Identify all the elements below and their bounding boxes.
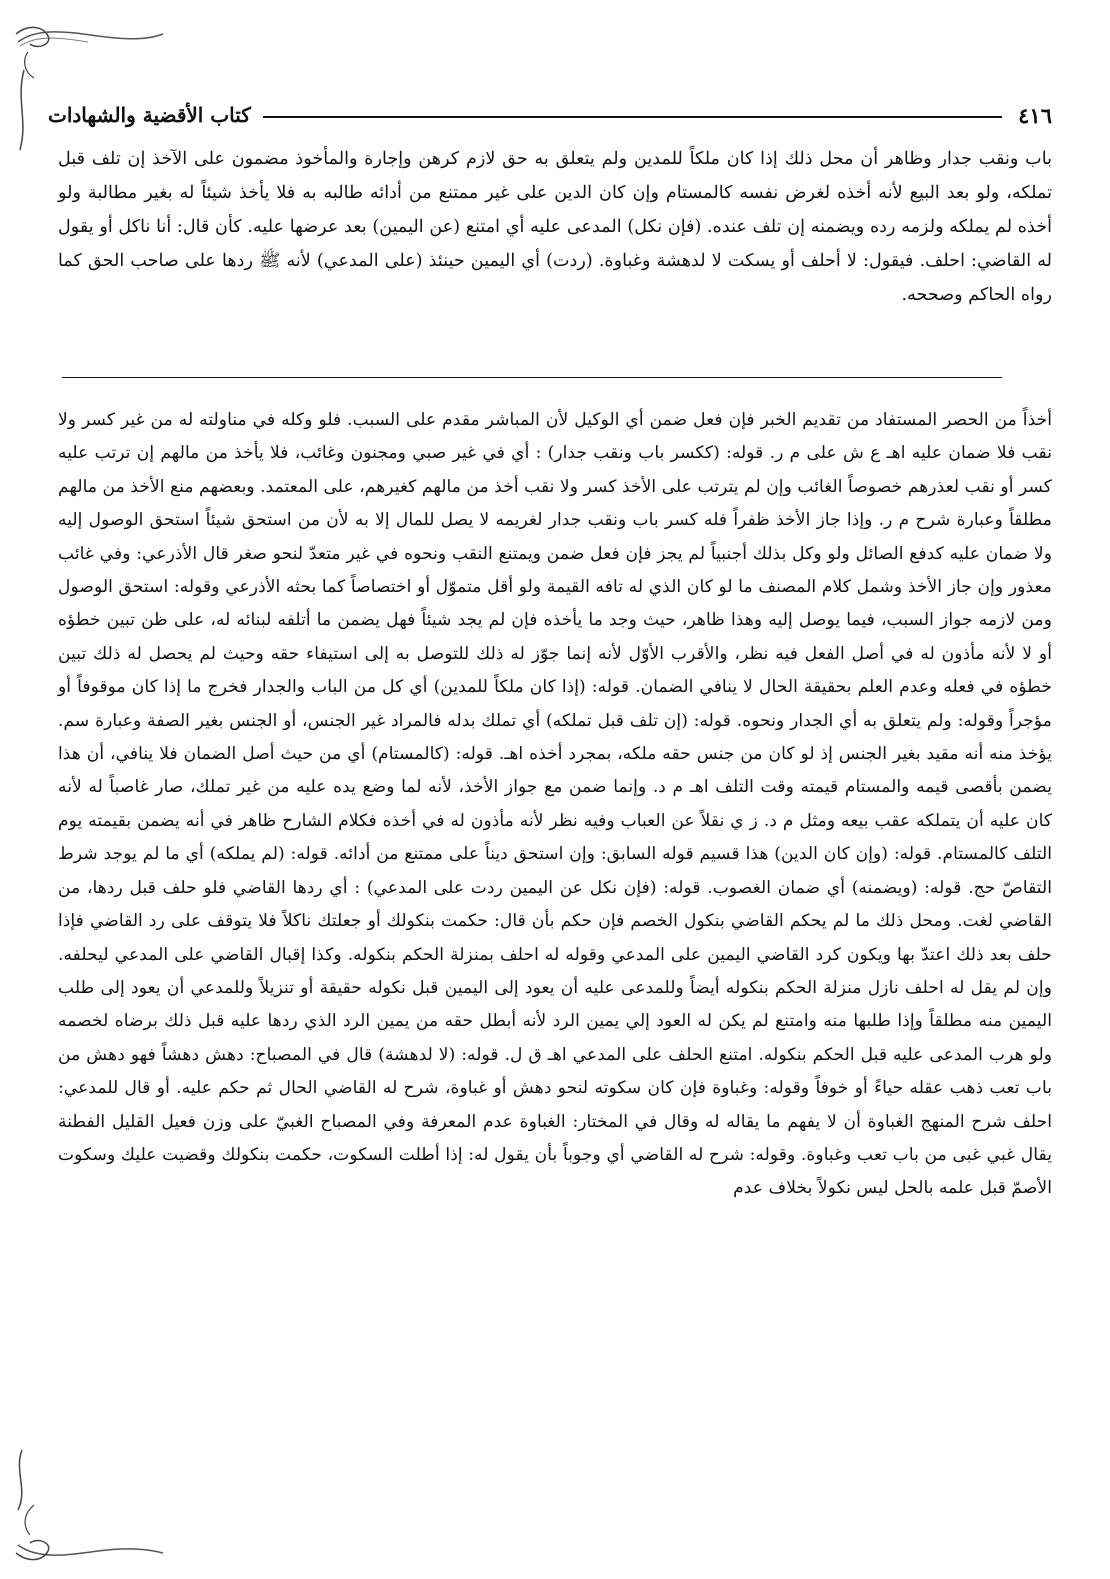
footnote-text bbox=[58, 404, 1052, 1206]
main-text bbox=[58, 142, 1052, 312]
book-title: كتاب الأقضية والشهادات bbox=[48, 103, 251, 127]
main-text-paragraph: باب ونقب جدار وظاهر أن محل ذلك إذا كان ملكاً للمدين ولم يتعلق به حق لازم كرهن وإجارة والمأخوذ مضمون على الآخذ إن تلف قبل تملكه، ولو بعد البيع لأنه أخذه لغرض نفسه كالمستام وإن كان الدين على غير ممتنع من أدائه طالبه به فلا يأخذ شيئاً له بغير مطالبة ولو أخذه لم يملكه ولزمه رده ويضمنه إن تلف عنده. (فإن نكل) المدعى عليه أي امتنع (عن اليمين) بعد عرضها عليه. كأن قال: أنا ناكل أو يقول له القاضي: احلف. فيقول: لا أحلف أو يسكت لا لدهشة وغباوة. (ردت) أي اليمين حينئذ (على المدعي) لأنه ﷺ ردها على صاحب الحق كما رواه الحاكم وصححه. bbox=[58, 149, 1052, 305]
header-rule bbox=[263, 116, 1002, 118]
footnote-paragraph: أخذاً من الحصر المستفاد من تقديم الخبر فإن فعل ضمن أي الوكيل لأن المباشر مقدم على السبب. فلو وكله في مناولته له من غير كسر ولا نقب فلا ضمان عليه اهـ ع ش على م ر. قوله: (ككسر باب ونقب جدار) : أي في غير صبي ومجنون وغائب، فلا يأخذ من مالهم إن ترتب عليه كسر أو نقب لعذرهم خصوصاً الغائب وإن لم يترتب على الأخذ كسر ولا نقب أخذ من مالهم كغيرهم، على المعتمد. وبعضهم منع الأخذ من مالهم مطلقاً وعبارة شرح م ر. وإذا جاز الأخذ ظفراً فله كسر باب ونقب جدار لغريمه لا يصل للمال إلا به لأن من استحق شيئاً استحق الوصول إليه ولا ضمان عليه كدفع الصائل ولو وكل بذلك أجنبياً لم يجز فإن فعل ضمن ويمتنع النقب ونحوه في غير متعدّ لنحو صغر قال الأذرعي: وفي غائب معذور وإن جاز الأخذ وشمل كلام المصنف ما لو كان الذي له تافه القيمة ولو أقل متموّل أو اختصاصاً كما بحثه الأذرعي وقوله: استحق الوصول ومن لازمه جواز السبب، فيما يوصل إليه وهذا ظاهر، حيث وجد ما يأخذه فإن لم يجد شيئاً فهل يضمن ما أتلفه لبنائه له، على ظن تبين خطؤه أو لا لأنه مأذون له في أصل الفعل فيه نظر، والأقرب الأوّل لأنه إنما جوّز له ذلك للتوصل به إلى استيفاء حقه وحيث لم يحصل له ذلك تبين خطؤه في فعله وعدم العلم بحقيقة الحال لا ينافي الضمان. قوله: (إذا كان ملكاً للمدين) أي كل من الباب والجدار فخرج ما إذا كان موقوفاً أو مؤجراً وقوله: ولم يتعلق به أي الجدار ونحوه. قوله: (إن تلف قبل تملكه) أي تملك بدله فالمراد غير الجنس، أو الجنس بغير الصفة وعبارة سم. يؤخذ منه أنه مقيد بغير الجنس إذ لو كان من جنس حقه ملكه، بمجرد أخذه اهـ. قوله: (كالمستام) أي من حيث أصل الضمان فلا ينافي، أن هذا يضمن بأقصى قيمه والمستام قيمته وقت التلف اهـ م د. وإنما ضمن مع جواز الأخذ، لأنه لما وضع يده عليه من غير تملك، صار غاصباً له لأنه كان عليه أن يتملكه عقب بيعه ومثل م د. ز ي نقلاً عن العباب وفيه نظر لأنه مأذون له في أخذه فكلام الشارح ظاهر في أنه يضمن بقيمته يوم التلف كالمستام. قوله: (وإن كان الدين) هذا قسيم قوله السابق: وإن استحق ديناً على ممتنع من أدائه. قوله: (لم يملكه) أي ما لم يوجد شرط التقاصّ حج. قوله: (ويضمنه) أي ضمان الغصوب. قوله: (فإن نكل عن اليمين ردت على المدعي) : أي ردها القاضي فلو حلف قبل ردها، من القاضي لغت. ومحل ذلك ما لم يحكم القاضي بنكول الخصم فإن حكم بأن قال: حكمت بنكولك أو جعلتك ناكلاً فلا يتوقف على رد القاضي فإذا حلف بعد ذلك اعتدّ بها ويكون كرد القاضي اليمين على المدعي وقوله له احلف بمنزلة الحكم بنكوله. وكذا إقبال القاضي على المدعي ليحلفه. وإن لم يقل له احلف نازل منزلة الحكم بنكوله أيضاً وللمدعى عليه أن يعود إلى اليمين قبل نكوله حقيقة أو تنزيلاً وللمدعي أن يعود إلى طلب اليمين منه مطلقاً وإذا طلبها منه وامتنع لم يكن له العود إلي يمين الرد لأنه أبطل حقه من يمين الرد الذي ردها عليه قبل ذلك برضاه لخصمه ولو هرب المدعى عليه قبل الحكم بنكوله. امتنع الحلف على المدعي اهـ ق ل. قوله: (لا لدهشة) قال في المصباح: دهش دهشاً فهو دهش من باب تعب ذهب عقله حياءً أو خوفاً وقوله: وغباوة فإن كان سكوته لنحو دهش أو غباوة، شرح له القاضي الحال ثم حكم عليه. أو قال للمدعي: احلف شرح المنهج الغباوة أن لا يفهم ما يقاله له وقال في المختار: الغباوة عدم المعرفة وفي المصباح الغبيّ على وزن فعيل القليل الفطنة يقال غبي غبى من باب تعب وغباوة. وقوله: شرح له القاضي أي وجوباً بأن يقول له: إذا أطلت السكوت، حكمت بنكولك وقضيت عليك وسكوت الأصمّ قبل علمه بالحل ليس نكولاً بخلاف عدم bbox=[58, 410, 1052, 1199]
page-number: ٤١٦ bbox=[1018, 102, 1052, 128]
footnote-divider bbox=[62, 377, 1002, 378]
page-header bbox=[48, 100, 1052, 130]
ornamental-border-left bbox=[6, 60, 36, 1520]
ornamental-corner-bottom bbox=[8, 1495, 168, 1565]
